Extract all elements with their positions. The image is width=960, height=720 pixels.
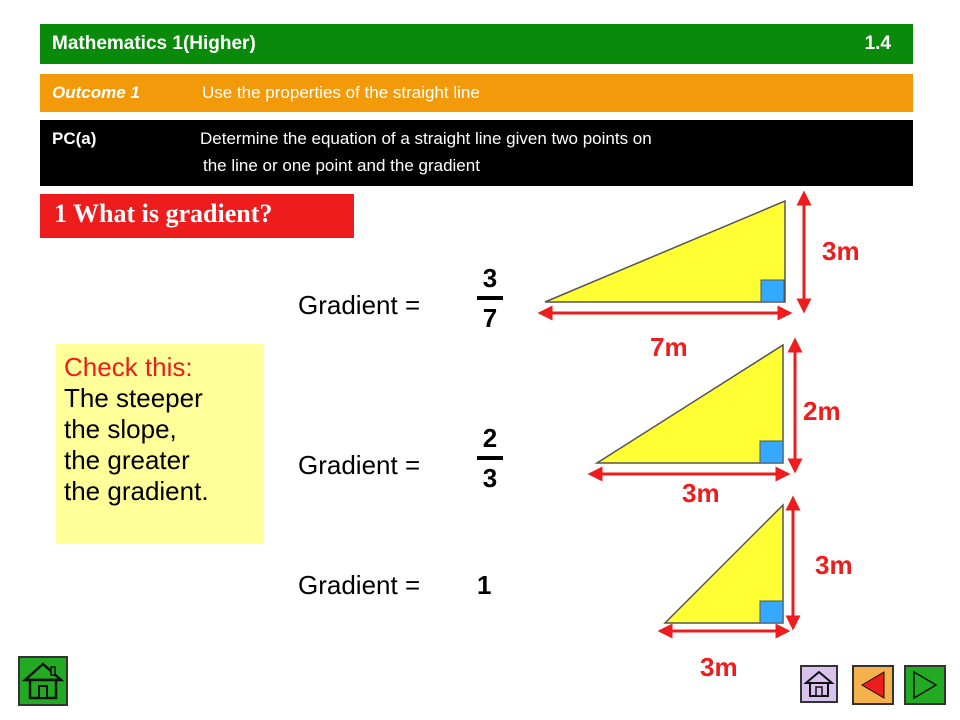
triangle-3 <box>665 503 793 631</box>
right-angle-marker <box>760 441 783 463</box>
gradient-label-2: Gradient = <box>298 450 421 480</box>
pc-label: PC(a) <box>52 129 97 148</box>
numerator: 3 <box>482 263 498 293</box>
section-number: 1.4 <box>864 33 891 54</box>
note-line: the greater <box>64 445 190 475</box>
home-icon <box>20 658 66 704</box>
right-angle-marker <box>761 280 784 302</box>
outcome-label: Outcome 1 <box>52 83 140 102</box>
home-icon <box>802 667 836 701</box>
pc-text-line2: the line or one point and the gradient <box>203 156 480 175</box>
run-label-2: 3m <box>682 478 720 508</box>
run-label-1: 7m <box>650 332 688 362</box>
note-line: The steeper <box>64 383 203 413</box>
triangle-2 <box>595 345 795 474</box>
home-button-left[interactable] <box>18 656 68 706</box>
triangle-right-icon <box>906 667 944 703</box>
denominator: 7 <box>482 303 498 333</box>
note-line: the gradient. <box>64 476 209 506</box>
triangle-1 <box>545 198 804 313</box>
question-heading: 1 What is gradient? <box>40 194 354 238</box>
outcome-text: Use the properties of the straight line <box>202 83 480 102</box>
gradient-value-3: 1 <box>477 570 492 600</box>
home-button[interactable] <box>800 665 838 703</box>
previous-button[interactable] <box>852 665 894 705</box>
note-heading: Check this: <box>64 352 193 382</box>
note-line: the slope, <box>64 414 177 444</box>
numerator: 2 <box>482 423 498 453</box>
pc-text-line1: Determine the equation of a straight line given two points on <box>200 129 652 148</box>
run-label-3: 3m <box>700 652 738 682</box>
rise-label-2: 2m <box>803 396 841 426</box>
next-button[interactable] <box>904 665 946 705</box>
rise-label-1: 3m <box>822 236 860 266</box>
denominator: 3 <box>482 463 498 493</box>
course-title: Mathematics 1(Higher) <box>52 33 256 54</box>
gradient-label-3: Gradient = <box>298 570 421 600</box>
triangle-left-icon <box>854 667 892 703</box>
gradient-label-1: Gradient = <box>298 290 421 320</box>
right-angle-marker <box>760 601 783 623</box>
rise-label-3: 3m <box>815 550 853 580</box>
